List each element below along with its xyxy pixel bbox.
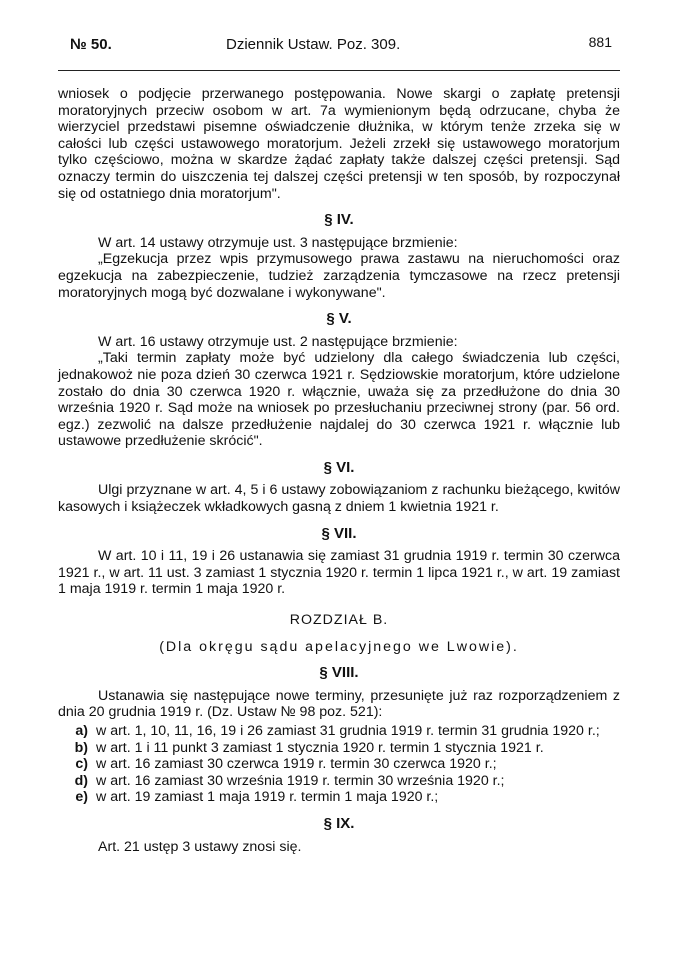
terms-list <box>58 723 620 806</box>
list-item <box>58 756 620 773</box>
page-number: 881 <box>588 34 612 50</box>
paragraph-continuation: wniosek o podjęcie przerwanego postępowania. Nowe skargi o zapłatę pretensji moratoryjnych przeciw osobom w art. 7a wymienionym będą odrzucane, chyba że wierzyciel przedstawi pisemne oświadczenie dłużnika, w którym tenże zrzeka się w całości lub części ustawowego moratorjum. Jeżeli zrzekł się ustawowego moratorjum tylko częściowo, można w skardze żądać zapłaty także dalszej części pretensji. Sąd oznaczy termin do uiszczenia tej dalszej części pretensji w ten sposób, by rozpoczynał się od ostatniego dnia moratorjum". <box>58 86 620 202</box>
journal-title: Dziennik Ustaw. Poz. 309. <box>226 36 401 53</box>
section-vii-text: W art. 10 i 11, 19 i 26 ustanawia się zamiast 31 grudnia 1919 r. termin 30 czerwca 1921 r., w art. 11 ust. 3 zamiast 1 stycznia 1920 r. termin 1 lipca 1921 r., w art. 19 zamiast 1 maja 1919 r. termin 1 maja 1920 r. <box>58 548 620 598</box>
section-v-text: „Taki termin zapłaty może być udzielony dla całego świadczenia lub części, jednakowoż nie poza dzień 30 czerwca 1921 r. Sędziowskie moratorjum, które udzielone zostało do dnia 30 czerwca 1920 r. włącznie, uważa się za przedłużone do dnia 30 września 1920 r. Sąd może na wniosek po przesłuchaniu przeciwnej strony (par. 56 ord. egz.) zezwolić na dalsze przedłużenie najdalej do 30 czerwca 1921 r. włącznie lub ustawowe przedłużenie skrócić". <box>58 350 620 450</box>
section-heading-iv: § IV. <box>324 211 354 229</box>
list-item <box>58 773 620 790</box>
list-item-label: c) <box>75 756 88 773</box>
document-body <box>58 86 620 855</box>
list-item-label: e) <box>75 789 88 806</box>
header-rule <box>58 70 620 71</box>
page-header <box>58 30 620 58</box>
section-heading-v: § V. <box>326 310 352 328</box>
section-iv-intro: W art. 14 ustawy otrzymuje ust. 3 następujące brzmienie: <box>98 234 458 251</box>
list-item <box>58 789 620 806</box>
chapter-subtitle: (Dla okręgu sądu apelacyjnego we Lwowie). <box>159 638 519 655</box>
list-item-text: w art. 1 i 11 punkt 3 zamiast 1 stycznia 1920 r. termin 1 stycznia 1921 r. <box>96 739 544 756</box>
list-item-text: w art. 19 zamiast 1 maja 1919 r. termin 1 maja 1920 r.; <box>96 789 439 806</box>
list-item-label: a) <box>75 723 88 739</box>
list-item-text: w art. 16 zamiast 30 czerwca 1919 r. termin 30 czerwca 1920 r.; <box>96 756 497 773</box>
section-heading-vi: § VI. <box>323 458 355 476</box>
section-heading-viii: § VIII. <box>319 664 359 682</box>
issue-number: № 50. <box>70 36 112 53</box>
list-item <box>58 723 620 740</box>
list-item-label: d) <box>74 772 88 789</box>
document-page <box>58 30 620 855</box>
section-vi-text: Ulgi przyznane w art. 4, 5 i 6 ustawy zobowiązaniom z rachunku bieżącego, kwitów kasowych i książeczek wkładkowych gasną z dniem 1 kwietnia 1921 r. <box>58 482 620 516</box>
section-v-intro: W art. 16 ustawy otrzymuje ust. 2 następujące brzmienie: <box>98 333 458 350</box>
section-iv-text: „Egzekucja przez wpis przymusowego prawa zastawu na nieruchomości oraz egzekucja na zabezpieczenie, tudzież zarządzenia tymczasowe na rzecz pretensji moratoryjnych mogą być dozwalane i wykonywane". <box>58 251 620 301</box>
list-item-text: w art. 16 zamiast 30 września 1919 r. termin 30 września 1920 r.; <box>96 772 505 789</box>
section-heading-ix: § IX. <box>323 814 355 832</box>
list-item-text: w art. 1, 10, 11, 16, 19 i 26 zamiast 31 grudnia 1919 r. termin 31 grudnia 1920 r.; <box>96 723 600 739</box>
list-item <box>58 740 620 757</box>
list-item-label: b) <box>74 739 88 756</box>
section-viii-intro: Ustanawia się następujące nowe terminy, przesunięte już raz rozporządzeniem z dnia 20 grudnia 1919 r. (Dz. Ustaw № 98 poz. 521): <box>58 687 620 721</box>
section-ix-text: Art. 21 ustęp 3 ustawy znosi się. <box>98 838 302 855</box>
chapter-title: ROZDZIAŁ B. <box>289 612 389 629</box>
section-heading-vii: § VII. <box>321 524 357 542</box>
